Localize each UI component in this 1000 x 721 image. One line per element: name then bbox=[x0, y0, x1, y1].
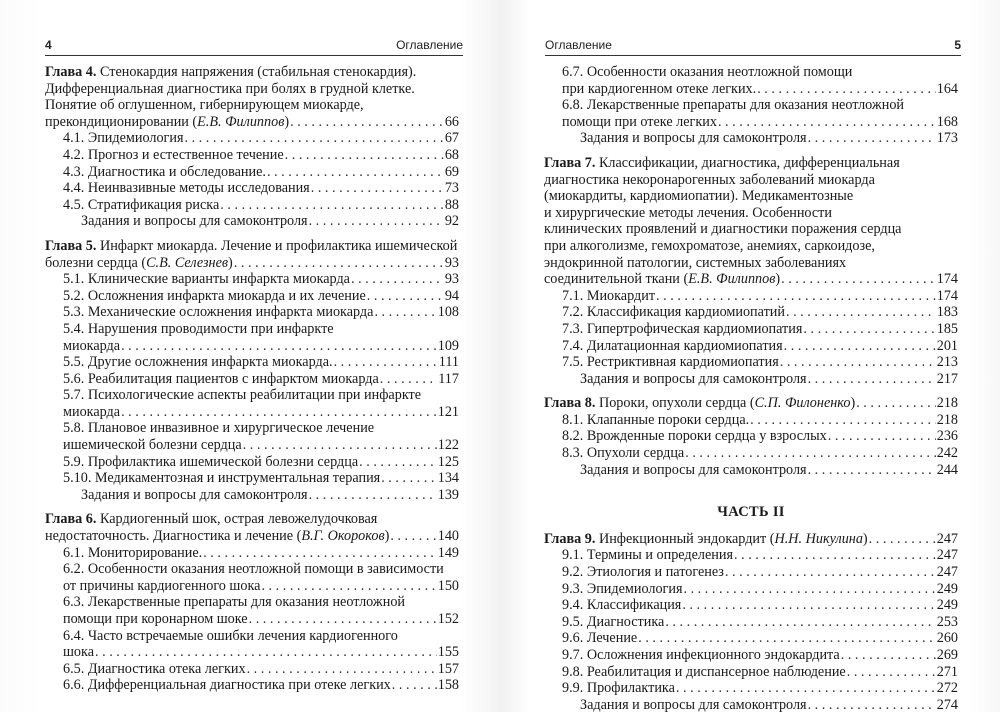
dot-leader bbox=[334, 354, 438, 371]
toc-section-entry[interactable] bbox=[45, 677, 459, 694]
toc-text: 6.7. Особенности оказания неотложной помощи bbox=[562, 64, 853, 80]
toc-page-number: 244 bbox=[936, 461, 958, 478]
toc-page-number: 140 bbox=[437, 528, 459, 545]
toc-text: Глава 9. Инфекционный эндокардит (Н.Н. Никулина) bbox=[544, 530, 868, 547]
dot-leader bbox=[638, 630, 936, 647]
toc-section-entry[interactable] bbox=[45, 611, 459, 628]
toc-section-entry[interactable] bbox=[544, 338, 958, 355]
toc-line bbox=[45, 81, 459, 98]
toc-page-number: 168 bbox=[936, 113, 958, 130]
toc-page-number: 274 bbox=[936, 696, 958, 713]
toc-page-number: 272 bbox=[936, 680, 958, 697]
chapter-title-line bbox=[45, 64, 459, 81]
toc-section-entry[interactable] bbox=[544, 597, 958, 614]
dot-leader bbox=[784, 338, 936, 355]
chapter-author: Е.В. Филиппов bbox=[688, 271, 776, 288]
review-questions-entry[interactable] bbox=[544, 697, 958, 714]
toc-section-entry[interactable] bbox=[544, 428, 958, 445]
toc-text: 5.5. Другие осложнения инфаркта миокарда. bbox=[63, 354, 333, 371]
toc-chapter bbox=[45, 238, 459, 504]
toc-text: 6.8. Лекарственные препараты для оказания неотложной bbox=[562, 97, 905, 114]
toc-section-entry[interactable] bbox=[544, 680, 958, 697]
running-title: Оглавление bbox=[396, 38, 463, 52]
chapter-label: Глава 9. bbox=[544, 530, 596, 547]
dot-leader bbox=[808, 697, 936, 714]
toc-text: прекондиционировании (Е.В. Филиппов) bbox=[45, 113, 290, 130]
toc-text: Понятие об оглушенном, гибернирующем миокарде, bbox=[45, 97, 364, 114]
toc-text: Задания и вопросы для самоконтроля bbox=[580, 370, 807, 387]
toc-page-number: 139 bbox=[437, 486, 459, 503]
toc-page-number: 247 bbox=[936, 564, 958, 581]
toc-section-entry[interactable] bbox=[544, 547, 958, 564]
toc-text: 9.2. Этиология и патогенез bbox=[562, 564, 724, 581]
running-head-right bbox=[545, 34, 961, 56]
chapter-author: С.В. Селезнев bbox=[146, 254, 229, 271]
toc-section-entry[interactable] bbox=[544, 304, 958, 321]
dot-leader bbox=[676, 680, 936, 697]
toc-page-number: 164 bbox=[936, 80, 958, 97]
toc-section-entry[interactable] bbox=[544, 564, 958, 581]
toc-chapter bbox=[45, 64, 459, 230]
dot-leader bbox=[808, 130, 936, 147]
toc-page-number: 174 bbox=[936, 271, 958, 288]
right-page bbox=[500, 0, 1000, 712]
chapter-entry[interactable] bbox=[544, 271, 958, 288]
table-of-contents bbox=[45, 64, 459, 702]
toc-page-number: 94 bbox=[444, 287, 459, 304]
toc-page-number: 260 bbox=[936, 630, 958, 647]
toc-text: соединительной ткани (Е.В. Филиппов) bbox=[544, 271, 781, 288]
toc-text: Глава 7. Классификации, диагностика, дифференциальная bbox=[544, 154, 900, 171]
toc-text: 4.2. Прогноз и естественное течение bbox=[63, 146, 284, 163]
toc-text: 7.4. Дилатационная кардиомиопатия bbox=[562, 337, 783, 354]
toc-text: 5.3. Механические осложнения инфаркта миокарда bbox=[63, 304, 374, 321]
dot-leader bbox=[351, 271, 444, 288]
toc-line bbox=[45, 594, 459, 611]
toc-text: 6.4. Часто встречаемые ошибки лечения кардиогенного bbox=[63, 627, 398, 644]
toc-text: миокарда bbox=[63, 337, 121, 354]
chapter-entry[interactable] bbox=[45, 528, 459, 545]
toc-section-entry[interactable] bbox=[45, 147, 459, 164]
dot-leader bbox=[803, 321, 935, 338]
toc-text: 9.5. Диагностика bbox=[562, 613, 665, 630]
dot-leader bbox=[685, 445, 935, 462]
dot-leader bbox=[290, 114, 444, 131]
toc-section-entry[interactable] bbox=[544, 81, 958, 98]
toc-page-number: 185 bbox=[936, 320, 958, 337]
toc-page-number: 108 bbox=[437, 304, 459, 321]
chapter-label: Глава 4. bbox=[45, 64, 97, 80]
toc-text: Задания и вопросы для самоконтроля bbox=[580, 461, 807, 478]
dot-leader bbox=[203, 545, 437, 562]
toc-text: Глава 5. Инфаркт миокарда. Лечение и профилактика ишемической bbox=[45, 237, 458, 254]
dot-leader bbox=[392, 677, 437, 694]
toc-page-number: 249 bbox=[936, 580, 958, 597]
running-title: Оглавление bbox=[545, 38, 612, 52]
toc-text: 8.1. Клапанные пороки сердца. bbox=[562, 411, 750, 428]
toc-text: недостаточность. Диагностика и лечение (В.Г. Окороков) bbox=[45, 528, 390, 545]
toc-section-entry[interactable] bbox=[544, 445, 958, 462]
toc-page-number: 152 bbox=[437, 611, 459, 627]
toc-section-entry[interactable] bbox=[544, 354, 958, 371]
dot-leader bbox=[856, 395, 936, 412]
toc-text: 6.2. Особенности оказания неотложной помощи в зависимости bbox=[63, 561, 444, 578]
toc-page-number: 271 bbox=[936, 663, 958, 680]
chapter-label: Глава 7. bbox=[544, 154, 596, 171]
page-number: 5 bbox=[954, 38, 961, 52]
dot-leader bbox=[683, 581, 935, 598]
toc-page-number: 117 bbox=[438, 370, 459, 387]
toc-section-entry[interactable] bbox=[544, 321, 958, 338]
toc-page-number: 122 bbox=[437, 437, 459, 454]
toc-text: Задания и вопросы для самоконтроля bbox=[580, 130, 807, 147]
toc-page-number: 158 bbox=[437, 677, 459, 694]
chapter-author: С.П. Филоненко bbox=[754, 395, 851, 412]
dot-leader bbox=[184, 130, 443, 147]
toc-page-number: 269 bbox=[936, 647, 958, 663]
toc-text: клинических проявлений и диагностики поражения сердца bbox=[544, 221, 902, 238]
toc-page-number: 134 bbox=[437, 470, 459, 487]
toc-page-number: 73 bbox=[444, 180, 459, 197]
chapter-label: Глава 5. bbox=[45, 237, 97, 254]
toc-text: 5.7. Психологические аспекты реабилитации при инфаркте bbox=[63, 387, 422, 404]
toc-line bbox=[544, 64, 958, 81]
toc-text: эндокринной патологии, системных заболеваниях bbox=[544, 254, 847, 271]
dot-leader bbox=[381, 470, 437, 487]
page-number: 4 bbox=[45, 38, 52, 52]
toc-text: 9.7. Осложнения инфекционного эндокардита bbox=[562, 647, 840, 663]
dot-leader bbox=[757, 81, 936, 98]
dot-leader bbox=[267, 164, 444, 181]
review-questions-entry[interactable] bbox=[45, 487, 459, 504]
toc-section-entry[interactable] bbox=[45, 545, 459, 562]
toc-section-entry[interactable] bbox=[45, 437, 459, 454]
toc-page-number: 109 bbox=[437, 337, 459, 354]
toc-section-entry[interactable] bbox=[544, 581, 958, 598]
toc-text: 4.1. Эпидемиология bbox=[63, 130, 184, 147]
toc-line bbox=[544, 188, 958, 205]
left-page bbox=[0, 0, 500, 712]
toc-page-number: 183 bbox=[936, 304, 958, 321]
toc-text: при кардиогенном отеке легких. bbox=[562, 80, 757, 97]
dot-leader bbox=[243, 437, 437, 454]
toc-text: 8.3. Опухоли сердца bbox=[562, 445, 685, 462]
dot-leader bbox=[311, 180, 444, 197]
toc-line bbox=[544, 172, 958, 189]
toc-section-entry[interactable] bbox=[544, 614, 958, 631]
dot-leader bbox=[309, 487, 437, 504]
toc-text: Дифференциальная диагностика при болях в грудной клетке. bbox=[45, 80, 415, 97]
toc-section-entry[interactable] bbox=[45, 371, 459, 388]
dot-leader bbox=[249, 611, 437, 628]
toc-page-number: 68 bbox=[444, 146, 459, 163]
toc-section-entry[interactable] bbox=[45, 454, 459, 471]
dot-leader bbox=[780, 354, 936, 371]
toc-text: 9.8. Реабилитация и диспансерное наблюдение bbox=[562, 663, 846, 680]
toc-text: 5.2. Осложнения инфаркта миокарда и их лечение bbox=[63, 287, 366, 304]
toc-section-entry[interactable] bbox=[544, 647, 958, 664]
chapter-entry[interactable] bbox=[45, 114, 459, 131]
chapter-author: Е.В. Филиппов bbox=[197, 113, 285, 130]
toc-page-number: 121 bbox=[437, 403, 459, 420]
toc-section-entry[interactable] bbox=[544, 664, 958, 681]
dot-leader bbox=[725, 564, 936, 581]
toc-line bbox=[544, 255, 958, 272]
dot-leader bbox=[808, 462, 936, 479]
toc-text: 4.4. Неинвазивные методы исследования bbox=[63, 180, 310, 197]
toc-text: 6.3. Лекарственные препараты для оказания неотложной bbox=[63, 594, 406, 611]
dot-leader bbox=[390, 528, 436, 545]
toc-page-number: 93 bbox=[444, 271, 459, 288]
chapter-entry[interactable] bbox=[45, 255, 459, 272]
toc-text: Задания и вопросы для самоконтроля bbox=[81, 486, 308, 503]
toc-page-number: 88 bbox=[444, 196, 459, 213]
toc-page-number: 66 bbox=[444, 113, 459, 130]
dot-leader bbox=[847, 664, 936, 681]
part-title: ЧАСТЬ II bbox=[717, 504, 785, 521]
dot-leader bbox=[220, 197, 444, 214]
toc-line bbox=[544, 97, 958, 114]
dot-leader bbox=[285, 147, 444, 164]
toc-page-number: 201 bbox=[936, 337, 958, 354]
dot-leader bbox=[247, 661, 437, 678]
toc-line bbox=[45, 628, 459, 645]
continued-sections bbox=[544, 64, 958, 147]
toc-text: 6.6. Дифференциальная диагностика при отеке легких bbox=[63, 677, 391, 694]
running-head-left bbox=[45, 34, 463, 56]
toc-page-number: 173 bbox=[936, 130, 958, 147]
toc-text: Задания и вопросы для самоконтроля bbox=[580, 696, 807, 713]
toc-page-number: 93 bbox=[444, 254, 459, 271]
toc-chapter bbox=[45, 511, 459, 694]
toc-section-entry[interactable] bbox=[45, 304, 459, 321]
toc-text: и хирургические методы лечения. Особенности bbox=[544, 204, 832, 221]
toc-text: 7.1. Миокардит bbox=[562, 287, 656, 304]
toc-line bbox=[544, 205, 958, 222]
chapter-entry[interactable] bbox=[544, 531, 958, 548]
toc-text: 5.4. Нарушения проводимости при инфаркте bbox=[63, 320, 334, 337]
toc-section-entry[interactable] bbox=[45, 470, 459, 487]
toc-page-number: 218 bbox=[936, 395, 958, 412]
review-questions-entry[interactable] bbox=[544, 371, 958, 388]
dot-leader bbox=[718, 114, 936, 131]
toc-text: шока bbox=[63, 644, 94, 661]
chapter-author: Н.Н. Никулина bbox=[774, 530, 863, 547]
toc-page-number: 217 bbox=[936, 370, 958, 387]
toc-text: 5.6. Реабилитация пациентов с инфарктом миокарда bbox=[63, 370, 379, 387]
toc-text: 6.1. Мониторирование. bbox=[63, 544, 203, 561]
toc-text: миокарда bbox=[63, 403, 121, 420]
toc-page-number: 174 bbox=[936, 287, 958, 304]
toc-text: 4.5. Стратификация риска bbox=[63, 196, 220, 213]
toc-section-entry[interactable] bbox=[544, 630, 958, 647]
toc-section-entry[interactable] bbox=[45, 164, 459, 181]
toc-page-number: 242 bbox=[936, 445, 958, 462]
toc-text: 5.9. Профилактика ишемической болезни сердца bbox=[63, 453, 359, 470]
dot-leader bbox=[665, 614, 935, 631]
toc-section-entry[interactable] bbox=[544, 114, 958, 131]
toc-page-number: 67 bbox=[444, 130, 459, 147]
toc-page-number: 69 bbox=[444, 163, 459, 180]
toc-page-number: 149 bbox=[437, 544, 459, 561]
toc-chapter bbox=[544, 395, 958, 478]
toc-line bbox=[45, 561, 459, 578]
toc-section-entry[interactable] bbox=[45, 354, 459, 371]
chapter-title-line bbox=[45, 511, 459, 528]
review-questions-entry[interactable] bbox=[544, 462, 958, 479]
toc-text: 9.1. Термины и определения bbox=[562, 547, 734, 564]
toc-page-number: 125 bbox=[437, 453, 459, 470]
toc-page-number: 213 bbox=[936, 354, 958, 371]
chapter-entry[interactable] bbox=[544, 395, 958, 412]
toc-page-number: 150 bbox=[437, 577, 459, 594]
dot-leader bbox=[828, 428, 936, 445]
toc-section-entry[interactable] bbox=[45, 578, 459, 595]
chapter-title-line bbox=[544, 155, 958, 172]
dot-leader bbox=[734, 547, 936, 564]
toc-section-entry[interactable] bbox=[45, 180, 459, 197]
toc-text: помощи при коронарном шоке bbox=[63, 611, 248, 627]
toc-section-entry[interactable] bbox=[45, 338, 459, 355]
toc-text: 9.4. Классификация bbox=[562, 597, 682, 614]
toc-line bbox=[45, 97, 459, 114]
toc-text: при алкоголизме, гемохроматозе, анемиях, саркоидозе, bbox=[544, 237, 875, 254]
chapter-author: В.Г. Окороков bbox=[301, 528, 385, 545]
toc-section-entry[interactable] bbox=[45, 288, 459, 305]
toc-section-entry[interactable] bbox=[45, 644, 459, 661]
toc-text: 9.6. Лечение bbox=[562, 630, 638, 647]
toc-page-number: 111 bbox=[438, 354, 459, 371]
toc-line bbox=[45, 387, 459, 404]
toc-text: 9.9. Профилактика bbox=[562, 680, 675, 697]
toc-text: 6.5. Диагностика отека легких bbox=[63, 660, 246, 677]
toc-page-number: 247 bbox=[936, 530, 958, 547]
toc-section-entry[interactable] bbox=[45, 661, 459, 678]
dot-leader bbox=[234, 255, 444, 272]
toc-text: помощи при отеке легких bbox=[562, 113, 717, 130]
review-questions-entry[interactable] bbox=[45, 213, 459, 230]
dot-leader bbox=[309, 213, 444, 230]
toc-text: 5.10. Медикаментозная и инструментальная терапия bbox=[63, 470, 381, 487]
chapters bbox=[544, 155, 958, 478]
dot-leader bbox=[750, 412, 936, 429]
dot-leader bbox=[121, 404, 437, 421]
toc-page-number: 247 bbox=[936, 547, 958, 564]
toc-page-number: 249 bbox=[936, 597, 958, 614]
dot-leader bbox=[261, 578, 436, 595]
toc-text: 7.2. Классификация кардиомиопатий bbox=[562, 304, 785, 321]
toc-chapter bbox=[544, 155, 958, 387]
toc-line bbox=[544, 238, 958, 255]
toc-text: 5.8. Плановое инвазивное и хирургическое лечение bbox=[63, 420, 375, 437]
dot-leader bbox=[380, 371, 437, 388]
dot-leader bbox=[786, 304, 936, 321]
dot-leader bbox=[869, 531, 936, 548]
chapter-label: Глава 6. bbox=[45, 511, 97, 528]
chapter-title-line bbox=[45, 238, 459, 255]
toc-section-entry[interactable] bbox=[45, 404, 459, 421]
part-chapters bbox=[544, 531, 958, 714]
dot-leader bbox=[841, 647, 936, 664]
dot-leader bbox=[808, 371, 936, 388]
toc-text: Задания и вопросы для самоконтроля bbox=[81, 213, 308, 230]
toc-section-entry[interactable] bbox=[45, 130, 459, 147]
toc-text: 7.5. Рестриктивная кардиомиопатия bbox=[562, 354, 779, 371]
review-questions-entry[interactable] bbox=[544, 130, 958, 147]
dot-leader bbox=[374, 304, 436, 321]
dot-leader bbox=[359, 454, 437, 471]
dot-leader bbox=[121, 338, 437, 355]
dot-leader bbox=[781, 271, 936, 288]
toc-text: Глава 6. Кардиогенный шок, острая левожелудочковая bbox=[45, 511, 378, 528]
toc-page-number: 92 bbox=[444, 213, 459, 230]
dot-leader bbox=[656, 288, 936, 305]
toc-line bbox=[544, 221, 958, 238]
toc-text: 5.1. Клинические варианты инфаркта миокарда bbox=[63, 271, 350, 288]
toc-page-number: 157 bbox=[437, 660, 459, 677]
toc-text: от причины кардиогенного шока bbox=[63, 577, 261, 594]
dot-leader bbox=[682, 597, 935, 614]
toc-text: ишемической болезни сердца bbox=[63, 437, 242, 454]
toc-text: 4.3. Диагностика и обследование. bbox=[63, 163, 266, 180]
dot-leader bbox=[95, 644, 437, 661]
toc-line bbox=[45, 420, 459, 437]
toc-text: 8.2. Врожденные пороки сердца у взрослых bbox=[562, 428, 827, 445]
toc-page-number: 218 bbox=[936, 411, 958, 428]
toc-section-entry[interactable] bbox=[544, 412, 958, 429]
toc-section-entry[interactable] bbox=[544, 288, 958, 305]
toc-text: 7.3. Гипертрофическая кардиомиопатия bbox=[562, 320, 803, 337]
toc-chapter bbox=[544, 531, 958, 714]
toc-text: Глава 4. Стенокардия напряжения (стабильная стенокардия). bbox=[45, 64, 417, 80]
toc-section-entry[interactable] bbox=[45, 197, 459, 214]
toc-page-number: 253 bbox=[936, 613, 958, 630]
toc-page-number: 155 bbox=[437, 644, 459, 661]
toc-section-entry[interactable] bbox=[45, 271, 459, 288]
toc-text: (миокардиты, кардиомиопатии). Медикаментозные bbox=[544, 188, 854, 205]
toc-text: Глава 8. Пороки, опухоли сердца (С.П. Филоненко) bbox=[544, 395, 856, 412]
toc-line bbox=[45, 321, 459, 338]
dot-leader bbox=[367, 288, 444, 305]
toc-text: 9.3. Эпидемиология bbox=[562, 580, 683, 597]
toc-page-number: 236 bbox=[936, 428, 958, 445]
chapter-label: Глава 8. bbox=[544, 395, 596, 412]
toc-text: болезни сердца (С.В. Селезнев) bbox=[45, 254, 233, 271]
table-of-contents bbox=[544, 64, 958, 721]
toc-text: диагностика некоронарогенных заболеваний миокарда bbox=[544, 171, 875, 188]
